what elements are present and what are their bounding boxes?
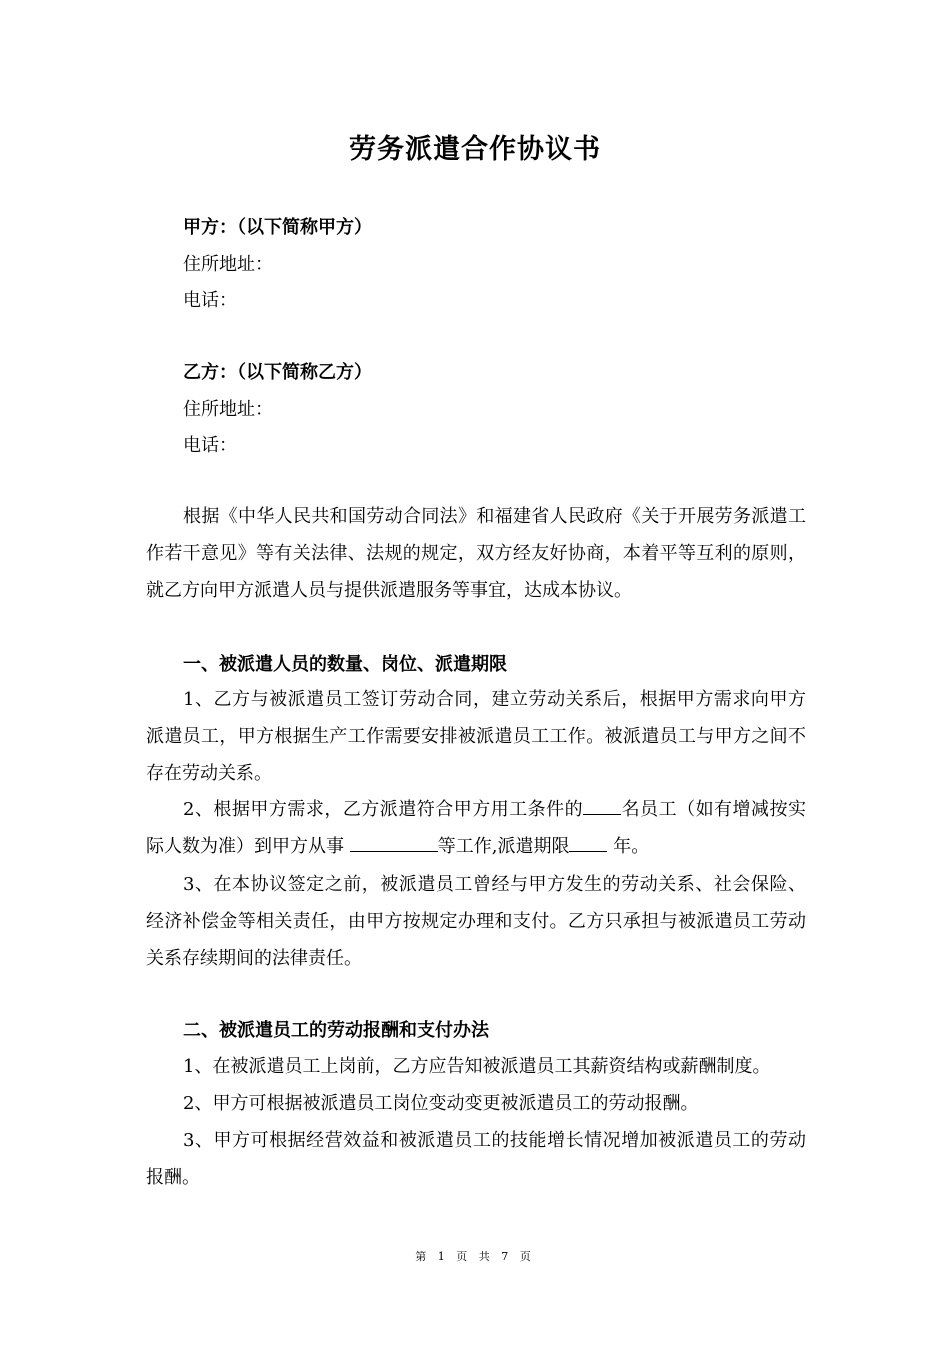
section1-item2	[146, 791, 806, 865]
section2-item3: 3、甲方可根据经营效益和被派遣员工的技能增长情况增加被派遣员工的劳动报酬。	[146, 1130, 806, 1188]
section2-item1: 1、在被派遣员工上岗前，乙方应告知被派遣员工其薪资结构或薪酬制度。	[183, 1056, 771, 1077]
term-years-blank	[569, 831, 607, 852]
party-b-heading: 乙方：（以下简称乙方）	[183, 362, 372, 383]
preamble-paragraph: 根据《中华人民共和国劳动合同法》和福建省人民政府《关于开展劳务派遣工作若干意见》等有关法律、法规的规定，双方经友好协商，本着平等互利的原则，就乙方向甲方派遣人员与提供派遣服务等事宜，达成本协议。	[146, 506, 806, 601]
section1-item2-text-4: 年。	[607, 836, 650, 857]
section2-item2: 2、甲方可根据被派遣员工岗位变动变更被派遣员工的劳动报酬。	[183, 1093, 699, 1114]
document-title: 劳务派遣合作协议书	[349, 134, 601, 165]
section1-item2-text-1: 2、根据甲方需求，乙方派遣符合甲方用工条件的	[183, 799, 584, 820]
section2-heading: 二、被派遣员工的劳动报酬和支付办法	[183, 1020, 489, 1041]
section1-heading: 一、被派遣人员的数量、岗位、派遣期限	[183, 654, 507, 675]
party-a-heading: 甲方：（以下简称甲方）	[183, 217, 372, 238]
party-a-address-label: 住所地址：	[183, 254, 273, 275]
page-footer: 第 1 页 共 7 页	[415, 1250, 535, 1263]
party-b-address-label: 住所地址：	[183, 399, 273, 420]
section1-item3: 3、在本协议签定之前，被派遣员工曾经与甲方发生的劳动关系、社会保险、经济补偿金等相关责任，由甲方按规定办理和支付。乙方只承担与被派遣员工劳动关系存续期间的法律责任。	[146, 874, 806, 969]
job-type-blank	[350, 831, 438, 852]
party-a-phone-label: 电话：	[183, 290, 237, 311]
party-b-phone-label: 电话：	[183, 435, 237, 456]
section1-item2-text-2: 名员工（如有增减按实际人数为准）到甲方从事	[146, 799, 806, 857]
section1-item2-text-3: 等工作,派遣期限	[437, 836, 570, 857]
headcount-blank	[583, 794, 621, 815]
section1-item1: 1、乙方与被派遣员工签订劳动合同，建立劳动关系后，根据甲方需求向甲方派遣员工，甲方根据生产工作需要安排被派遣员工工作。被派遣员工与甲方之间不存在劳动关系。	[146, 689, 806, 784]
